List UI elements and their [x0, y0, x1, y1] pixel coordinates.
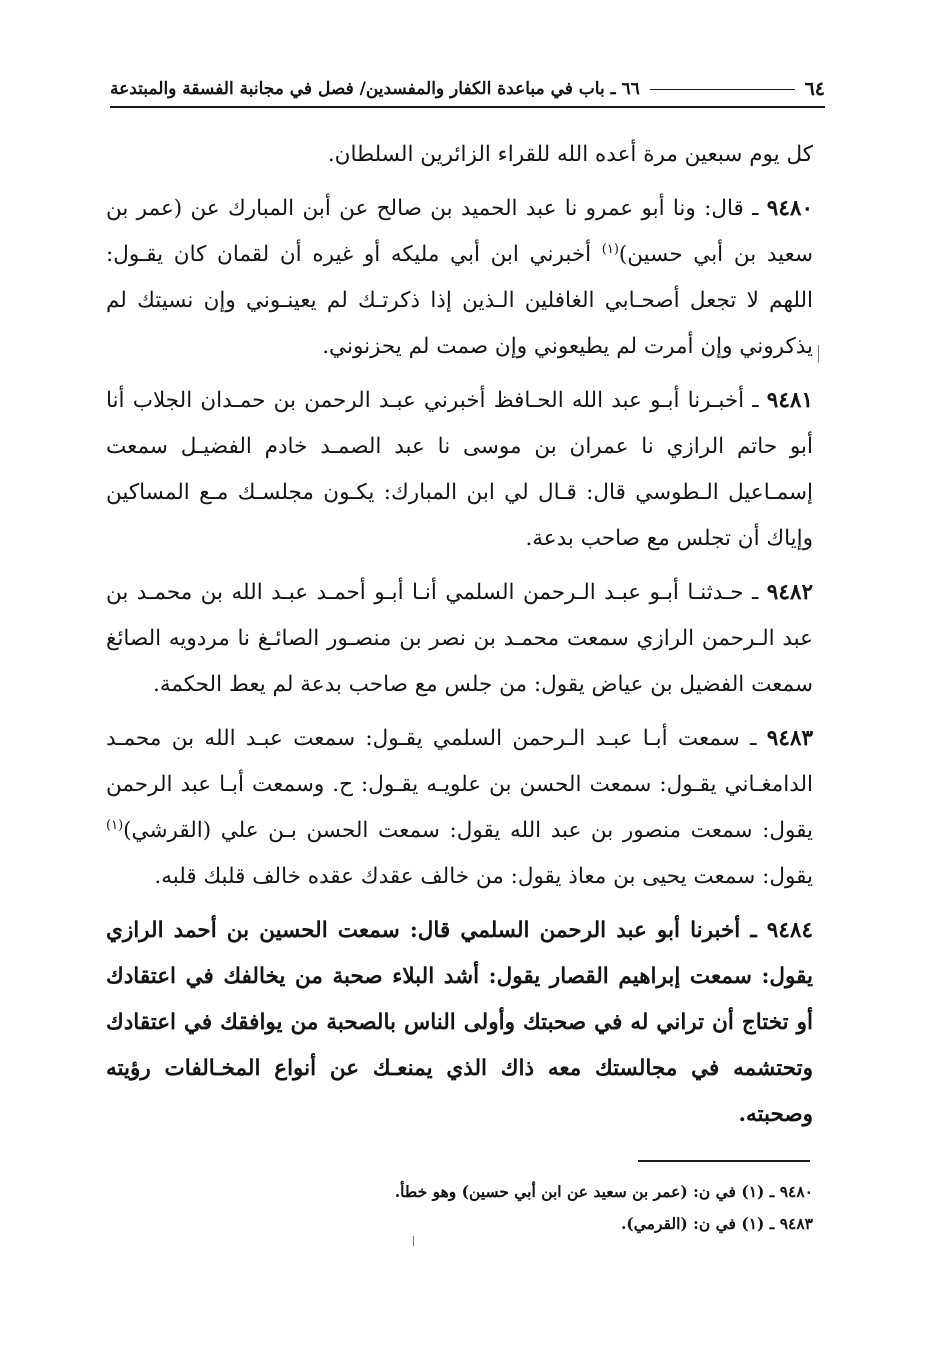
footnote-9483: ٩٤٨٣ ـ (١) في ن: (القرمي).	[621, 1214, 813, 1233]
hadith-number: ٩٤٨٣	[766, 726, 813, 751]
scan-mark	[413, 1236, 414, 1246]
paragraph-text-cont: أخبرني ابن أبي مليكه أو غيره أن لقمان كان يقـول: اللهم لا تجعل أصحـابي الغافلين الـذين إذا ذكرتـك لم يعينـوني وإن نسيتك لم يذكروني وإن أمرت لم يطيعوني وإن صمت لم يحزنوني.	[106, 242, 813, 359]
paragraph-9481	[106, 378, 813, 562]
paragraph-9483	[106, 716, 813, 900]
hadith-number: ٩٤٨٠	[766, 196, 813, 221]
footnote-separator	[638, 1160, 810, 1162]
footnote-ref[interactable]: (١)	[601, 241, 619, 257]
paragraph-text: ـ سمعت أبـا عبـد الـرحمن السلمي يقـول: سمعت عبـد الله بن محمـد الدامغـاني يقـول: سمعت الحسن بن علويـه يقـول: ح. وسمعت أبـا عبد الرحمن يقول: سمعت منصور بن عبد الله يقول: سمعت الحسن بـن علي (القرشي)	[106, 726, 813, 843]
hadith-number: ٩٤٨٤	[766, 918, 813, 943]
footnotes	[250, 1176, 813, 1240]
page-number: ٦٤	[804, 78, 825, 100]
footnote-ref[interactable]: (١)	[106, 817, 124, 833]
footnote-9480: ٩٤٨٠ ـ (١) في ن: (عمر بن سعيد عن ابن أبي حسين) وهو خطأ.	[394, 1182, 813, 1201]
hadith-number: ٩٤٨٢	[766, 580, 813, 605]
hadith-number: ٩٤٨١	[766, 388, 813, 413]
paragraph-9480	[106, 186, 813, 370]
paragraph-9482	[106, 570, 813, 708]
paragraph-9484	[106, 908, 813, 1138]
chapter-title: ٦٦ ـ باب في مباعدة الكفار والمفسدين/ فصل في مجانبة الفسقة والمبتدعة	[110, 79, 640, 99]
paragraph-text: ـ أخبرنا أبو عبد الرحمن السلمي قال: سمعت الحسين بن أحمد الرازي يقول: سمعت إبراهيم القصار يقول: أشد البلاء صحبة من يخالفك في اعتقادك أو تختاج أن تراني له في صحبتك وأولى الناس بالصحبة من يوافقك في اعتقادك وتحتشمه في مجالستك معه ذاك الذي يمنعـك عن أنواع المخـالفات رؤيته وصحبته.	[106, 918, 813, 1127]
paragraph-continuation	[106, 132, 813, 178]
header-rule	[650, 89, 795, 90]
main-text	[106, 132, 813, 1146]
running-header	[110, 74, 825, 104]
paragraph-text-cont: يقول: سمعت يحيى بن معاذ يقول: من خالف عقدك عقده خالف قلبك قلبه.	[154, 864, 813, 889]
paragraph-text: كل يوم سبعين مرة أعده الله للقراء الزائرين السلطان.	[327, 142, 813, 167]
scan-mark	[818, 345, 819, 363]
header-divider	[110, 106, 825, 108]
paragraph-text: ـ حـدثنـا أبـو عبـد الـرحمن السلمي أنـا أبـو أحمـد عبـد الله بن محمـد بن عبد الـرحمن الرازي سمعت محمـد بن نصر بن منصـور الصائـغ نا مردويه الصائغ سمعت الفضيل بن عياض يقول: من جلس مع صاحب بدعة لم يعط الحكمة.	[106, 580, 813, 697]
paragraph-text: ـ أخبـرنا أبـو عبد الله الحـافظ أخبرني عبـد الرحمن بن حمـدان الجلاب أنا أبو حاتم الرازي نا عمران بن موسى نا عبد الصمـد خادم الفضيـل سمعت إسمـاعيل الـطوسي قال: قـال لي ابن المبارك: يكـون مجلسـك مـع المساكين وإياك أن تجلس مع صاحب بدعة.	[106, 388, 813, 551]
paragraph-text: ـ قال: ونا أبو عمرو نا عبد الحميد بن صالح عن أبن المبارك عن (عمر بن سعيد بن أبي حسين)	[106, 196, 813, 267]
